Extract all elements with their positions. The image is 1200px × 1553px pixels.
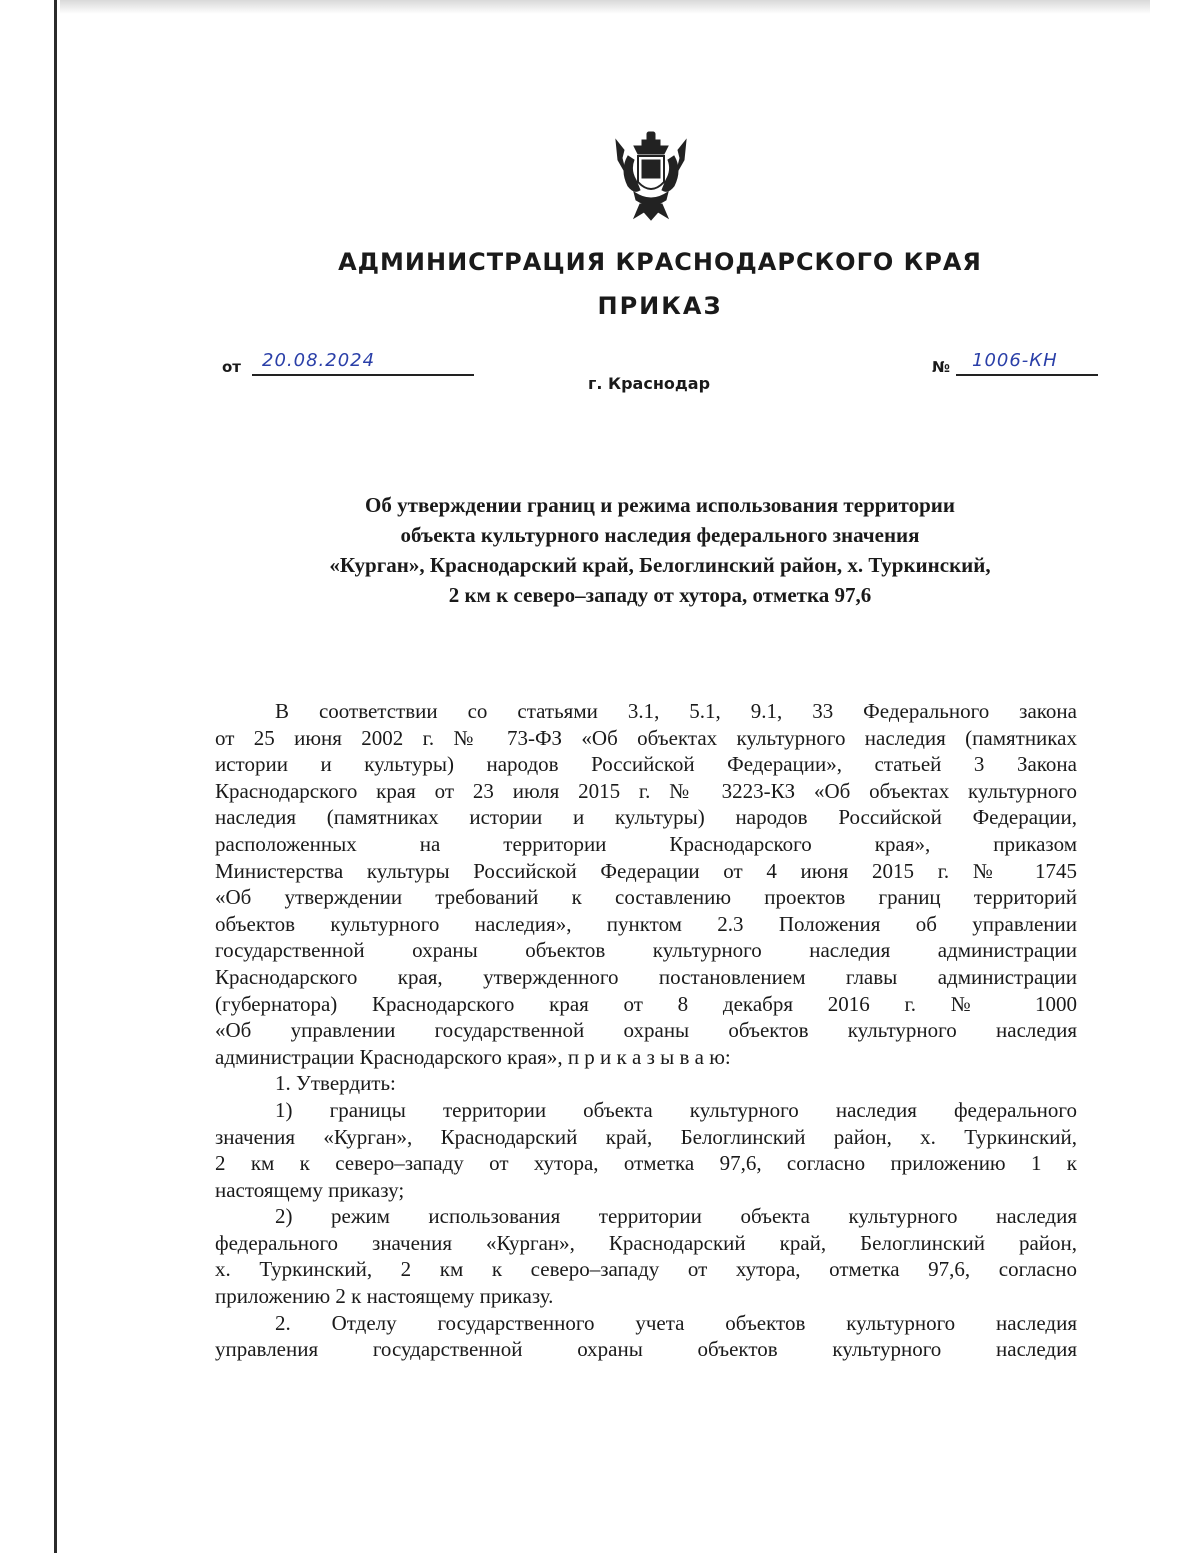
number-value: 1006-КН bbox=[972, 350, 1058, 371]
body-line: государственной охраны объектов культурного наследия администрации bbox=[215, 938, 1077, 963]
body-line: федерального значения «Курган», Краснодарский край, Белоглинский район, bbox=[215, 1230, 1077, 1255]
order-subject bbox=[200, 490, 1120, 610]
organization-title: АДМИНИСТРАЦИЯ КРАСНОДАРСКОГО КРАЯ bbox=[338, 248, 982, 276]
body-line: 2 км к северо–западу от хутора, отметка 97,6, согласно приложению 1 к bbox=[215, 1151, 1077, 1176]
number-field bbox=[932, 350, 1102, 380]
number-underline bbox=[956, 374, 1098, 376]
body-line: расположенных на территории Краснодарского края», приказом bbox=[215, 831, 1077, 856]
body-line: «Об утверждении требований к составлению проектов границ территорий bbox=[215, 885, 1077, 910]
body-line: истории и культуры) народов Российской Федерации», статьей 3 Закона bbox=[215, 752, 1077, 777]
subject-line: Об утверждении границ и режима использования территории bbox=[365, 493, 955, 517]
body-line: приложению 2 к настоящему приказу. bbox=[215, 1284, 554, 1309]
body-line: объектов культурного наследия», пунктом 2.3 Положения об управлении bbox=[215, 911, 1077, 936]
body-line: Краснодарского края от 23 июля 2015 г. № 3223-КЗ «Об объектах культурного bbox=[215, 778, 1077, 803]
body-line: х. Туркинский, 2 км к северо–западу от хутора, отметка 97,6, согласно bbox=[215, 1257, 1077, 1282]
body-line: Краснодарского края, утвержденного постановлением главы администрации bbox=[215, 964, 1077, 989]
date-label: от bbox=[222, 358, 241, 376]
body-line: «Об управлении государственной охраны объектов культурного наследия bbox=[215, 1018, 1077, 1043]
body-line: 1) границы территории объекта культурного наследия федерального bbox=[275, 1097, 1077, 1122]
date-field bbox=[222, 350, 482, 380]
date-value: 20.08.2024 bbox=[262, 350, 376, 371]
scan-top-shadow bbox=[60, 0, 1150, 14]
date-underline bbox=[252, 374, 474, 376]
body-line: значения «Курган», Краснодарский край, Белоглинский район, х. Туркинский, bbox=[215, 1124, 1077, 1149]
body-line: (губернатора) Краснодарского края от 8 декабря 2016 г. № 1000 bbox=[215, 991, 1077, 1016]
document-type: ПРИКАЗ bbox=[597, 292, 723, 320]
subject-line: «Курган», Краснодарский край, Белоглинский район, х. Туркинский, bbox=[329, 553, 991, 577]
body-line: настоящему приказу; bbox=[215, 1177, 405, 1202]
subject-line: объекта культурного наследия федерального значения bbox=[400, 523, 920, 547]
body-line: администрации Краснодарского края», п р и к а з ы в а ю: bbox=[215, 1044, 731, 1069]
city: г. Краснодар bbox=[588, 374, 711, 393]
order-body bbox=[215, 698, 1077, 1363]
number-label: № bbox=[932, 358, 951, 376]
body-line: наследия (памятниках истории и культуры) народов Российской Федерации, bbox=[215, 805, 1077, 830]
subject-line: 2 км к северо–западу от хутора, отметка 97,6 bbox=[448, 583, 872, 607]
scan-left-edge bbox=[54, 0, 57, 1553]
body-line: В соответствии со статьями 3.1, 5.1, 9.1, 33 Федерального закона bbox=[275, 699, 1077, 723]
coat-of-arms-icon bbox=[614, 130, 688, 222]
body-line: управления государственной охраны объектов культурного наследия bbox=[215, 1337, 1077, 1362]
body-line: 2. Отделу государственного учета объектов культурного наследия bbox=[275, 1310, 1077, 1335]
body-line: 1. Утвердить: bbox=[275, 1071, 396, 1096]
body-line: от 25 июня 2002 г. № 73-ФЗ «Об объектах культурного наследия (памятниках bbox=[215, 725, 1077, 750]
body-line: Министерства культуры Российской Федерации от 4 июня 2015 г. № 1745 bbox=[215, 858, 1077, 883]
body-line: 2) режим использования территории объекта культурного наследия bbox=[275, 1204, 1077, 1229]
